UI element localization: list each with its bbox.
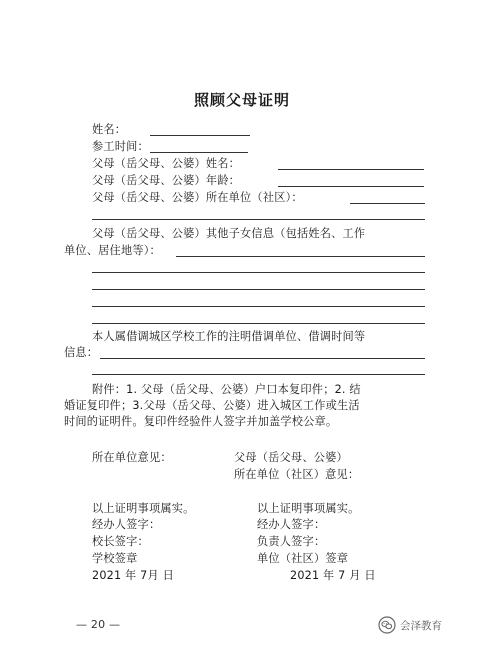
other-children-line-2 bbox=[92, 272, 425, 273]
parent-name-line bbox=[278, 169, 424, 170]
attachments-text-1: 附件：1. 父母（岳父母、公婆）户口本复印件；2. 结 bbox=[92, 383, 361, 396]
other-children-label: 父母（岳父母、公婆）其他子女信息（包括姓名、工作 bbox=[92, 227, 366, 240]
attachments-text-2: 婚证复印件；3.父母（岳父母、公婆）进入城区工作或生活 bbox=[64, 399, 360, 412]
unit-seal-label: 单位（社区）签章 bbox=[257, 552, 349, 565]
attachments-text-3: 时间的证明件。复印件经验件人签字并加盖学校公章。 bbox=[64, 415, 338, 428]
parent-unit-opinion-label-1: 父母（岳父母、公婆） bbox=[234, 451, 348, 464]
parent-age-label: 父母（岳父母、公婆）年龄： bbox=[92, 174, 241, 187]
responsible-signature-label: 负责人签字： bbox=[257, 535, 326, 548]
right-date-text: 2021 年 7 月 日 bbox=[290, 569, 376, 582]
left-handler-signature-label: 经办人签字： bbox=[92, 518, 161, 531]
parent-unit-line-2 bbox=[92, 219, 425, 220]
other-children-label-2: 单位、居住地等）： bbox=[64, 244, 161, 257]
name-label: 姓名： bbox=[92, 123, 127, 136]
parent-unit-label: 父母（岳父母、公婆）所在单位（社区）： bbox=[92, 191, 303, 204]
school-seal-label: 学校签章 bbox=[92, 552, 138, 565]
other-children-line-1 bbox=[176, 256, 425, 257]
other-children-line-5 bbox=[92, 323, 425, 324]
watermark-text: 会泽教育 bbox=[400, 619, 442, 632]
other-children-line-3 bbox=[92, 289, 425, 290]
parent-unit-line bbox=[350, 203, 425, 204]
right-handler-signature-label: 经办人签字： bbox=[257, 518, 326, 531]
unit-opinion-label: 所在单位意见： bbox=[92, 451, 172, 464]
parent-name-label: 父母（岳父母、公婆）姓名： bbox=[92, 157, 241, 170]
parent-unit-opinion-label-2: 所在单位（社区）意见： bbox=[234, 468, 360, 481]
secondment-line-2 bbox=[92, 374, 425, 375]
left-date-text: 2021 年 7月 日 bbox=[92, 569, 175, 582]
document-title: 照顾父母证明 bbox=[194, 91, 291, 109]
right-certify-text: 以上证明事项属实。 bbox=[257, 502, 360, 515]
other-children-line-4 bbox=[92, 306, 425, 307]
name-line bbox=[150, 135, 250, 136]
wechat-official-account-icon bbox=[378, 616, 396, 634]
watermark bbox=[378, 616, 442, 634]
principal-signature-label: 校长签字： bbox=[92, 535, 149, 548]
work-start-label: 参工时间： bbox=[92, 140, 149, 153]
left-certify-text: 以上证明事项属实。 bbox=[92, 502, 195, 515]
secondment-label: 本人属借调城区学校工作的注明借调单位、借调时间等 bbox=[92, 330, 366, 343]
secondment-label-2: 信息： bbox=[64, 346, 99, 359]
work-start-line bbox=[150, 152, 248, 153]
secondment-line-1 bbox=[100, 358, 425, 359]
parent-age-line bbox=[278, 186, 424, 187]
page-number: — 20 — bbox=[76, 618, 121, 631]
